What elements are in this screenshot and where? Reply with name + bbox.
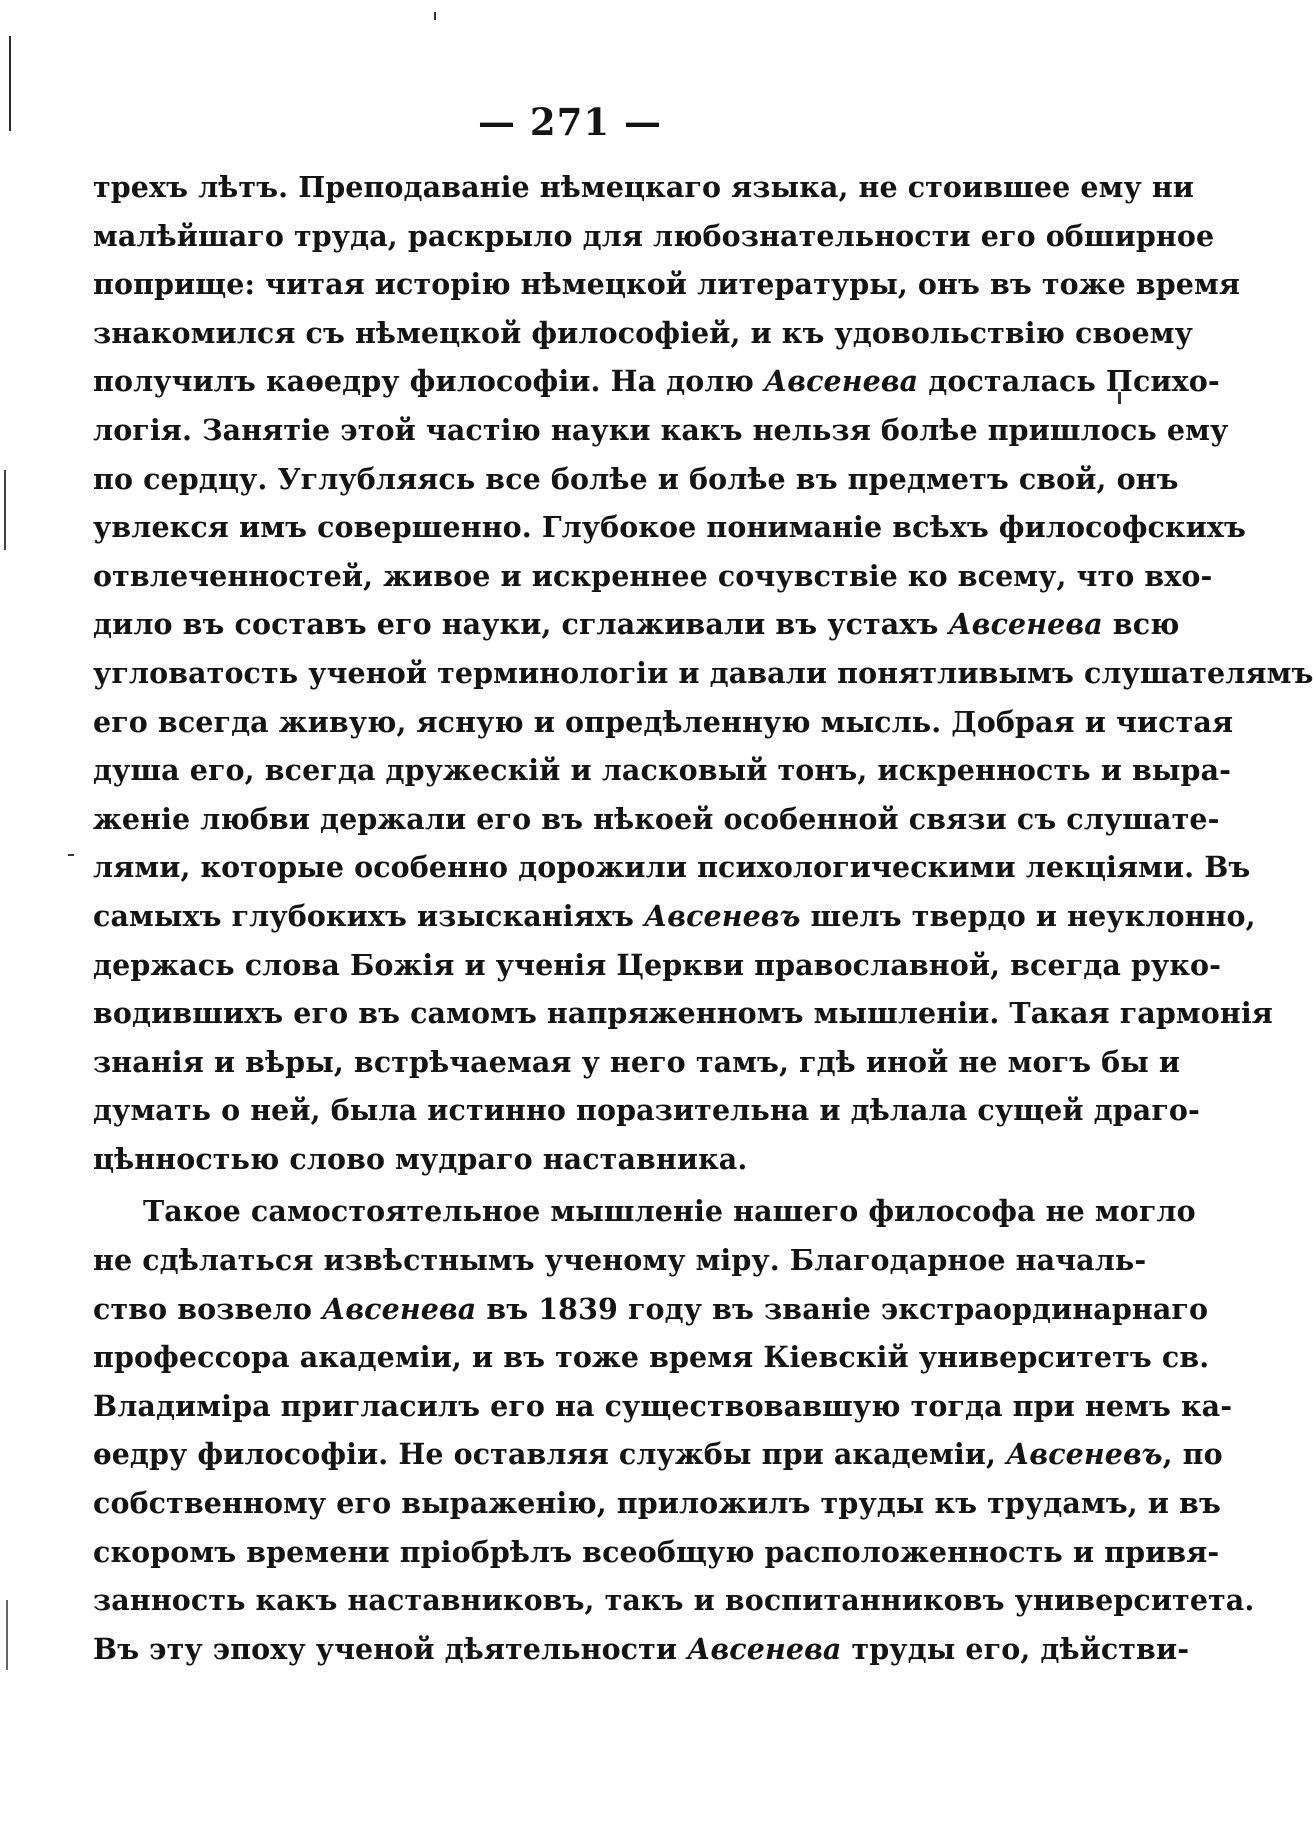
text-segment: Въ эту эпоху ученой дѣятельности: [93, 1631, 688, 1666]
text-segment: думать о ней, была истинно поразительна и дѣлала сущей драго-: [93, 1093, 1200, 1128]
text-segment: знакомился съ нѣмецкой философіей, и къ удовольствію своему: [93, 315, 1193, 350]
text-segment: досталась Психо-: [918, 364, 1220, 399]
scan-edge-mark-bottom: [6, 1600, 8, 1670]
text-line: [93, 843, 1251, 892]
text-line: [93, 892, 1256, 941]
text-line: [93, 600, 1180, 649]
text-segment: увлекся имъ совершенно. Глубокое пониманіе всѣхъ философскихъ: [93, 510, 1246, 545]
text-segment: знанія и вѣры, встрѣчаемая у него тамъ, гдѣ иной не могъ бы и: [93, 1044, 1181, 1079]
text-segment: труды его, дѣйстви-: [841, 1631, 1190, 1666]
text-segment: водившихъ его въ самомъ напряженномъ мышленіи. Такая гармонія: [93, 996, 1273, 1031]
text-line: [93, 1625, 1190, 1674]
text-segment: занность какъ наставниковъ, такъ и воспитанниковъ университета.: [93, 1583, 1255, 1618]
italic-name: Авсенева: [322, 1291, 477, 1326]
text-line: [93, 1236, 1147, 1285]
text-segment: Владиміра пригласилъ его на существовавшую тогда при немъ ка-: [93, 1388, 1233, 1423]
text-segment: профессора академіи, и въ тоже время Кіевскій университетъ св.: [93, 1340, 1210, 1375]
italic-name: Авсенева: [687, 1631, 842, 1666]
text-segment: дило въ составъ его науки, сглаживали въ устахъ: [93, 607, 949, 642]
scan-edge-mark-middle: [4, 470, 6, 550]
page-number: — 271 —: [478, 100, 662, 144]
text-line: [93, 357, 1220, 406]
italic-name: Авсенева: [763, 364, 919, 399]
text-line: [93, 1333, 1210, 1382]
text-segment: ство возвело: [93, 1291, 323, 1326]
text-segment: логія. Занятіе этой частію науки какъ нельзя болѣе пришлось ему: [93, 412, 1229, 447]
text-line: [93, 212, 1215, 261]
body-text: [93, 163, 1313, 1673]
text-line: [93, 1086, 1200, 1135]
text-segment: поприще: читая исторію нѣмецкой литературы, онъ въ тоже время: [93, 267, 1241, 302]
italic-name: Авсенева: [948, 607, 1103, 642]
text-line: [93, 698, 1234, 747]
text-line: [93, 1430, 1223, 1479]
text-line: [93, 309, 1193, 358]
text-line: [93, 1187, 1196, 1236]
text-segment: по сердцу. Углубляясь все болѣе и болѣе въ предметъ свой, онъ: [93, 461, 1179, 496]
text-segment: получилъ каѳедру философіи. На долю: [93, 364, 764, 399]
text-segment: , по: [1162, 1437, 1223, 1472]
text-line: [93, 1135, 1033, 1184]
text-segment: самыхъ глубокихъ изысканіяхъ: [93, 898, 644, 933]
text-segment: въ 1839 году въ званіе экстраординарнаго: [476, 1291, 1209, 1326]
text-line: [93, 1576, 1255, 1625]
text-segment: держась слова Божія и ученія Церкви православной, всегда руко-: [93, 947, 1222, 982]
text-segment: женіе любви держали его въ нѣкоей особенной связи съ слушате-: [93, 801, 1220, 836]
text-line: [93, 746, 1232, 795]
text-line: [93, 552, 1213, 601]
text-segment: малѣйшаго труда, раскрыло для любознательности его обширное: [93, 218, 1215, 253]
text-segment: шелъ твердо и неуклонно,: [800, 898, 1256, 933]
text-line: [93, 163, 1195, 212]
text-segment: ѳедру философіи. Не оставляя службы при академіи,: [93, 1437, 1007, 1472]
text-line: [93, 455, 1179, 504]
scan-speck: [434, 12, 436, 20]
text-segment: угловатость ученой терминологіи и давали понятливымъ слушателямъ: [93, 655, 1313, 690]
text-segment: цѣнностью слово мудраго наставника.: [93, 1141, 748, 1176]
text-line: [93, 406, 1229, 455]
italic-name: Авсеневъ: [1006, 1437, 1163, 1472]
text-segment: собственному его выраженію, приложилъ труды къ трудамъ, и въ: [93, 1486, 1221, 1521]
text-line: [93, 941, 1222, 990]
text-line: [93, 649, 1313, 698]
text-segment: отвлеченностей, живое и искреннее сочувствіе ко всему, что вхо-: [93, 558, 1213, 593]
text-segment: душа его, всегда дружескій и ласковый тонъ, искренность и выра-: [93, 753, 1232, 788]
text-line: [93, 503, 1246, 552]
text-line: [93, 1479, 1221, 1528]
text-segment: всю: [1102, 607, 1180, 642]
text-line: [93, 989, 1273, 1038]
text-line: [93, 1528, 1220, 1577]
text-segment: лями, которые особенно дорожили психологическими лекціями. Въ: [93, 850, 1251, 885]
text-line: [93, 1382, 1233, 1431]
text-line: [93, 1285, 1209, 1334]
text-segment: не сдѣлаться извѣстнымъ ученому міру. Благодарное началь-: [93, 1243, 1147, 1278]
text-segment: трехъ лѣтъ. Преподаваніе нѣмецкаго языка, не стоившее ему ни: [93, 170, 1195, 204]
text-segment: его всегда живую, ясную и опредѣленную мысль. Добрая и чистая: [93, 704, 1234, 739]
italic-name: Авсеневъ: [643, 898, 801, 933]
scan-speck: [68, 854, 74, 856]
text-segment: Такое самостоятельное мышленіе нашего философа не могло: [143, 1194, 1196, 1229]
text-line: [93, 260, 1241, 309]
text-line: [93, 1038, 1181, 1087]
text-line: [93, 795, 1220, 844]
text-segment: скоромъ времени пріобрѣлъ всеобщую расположенность и привя-: [93, 1534, 1220, 1569]
